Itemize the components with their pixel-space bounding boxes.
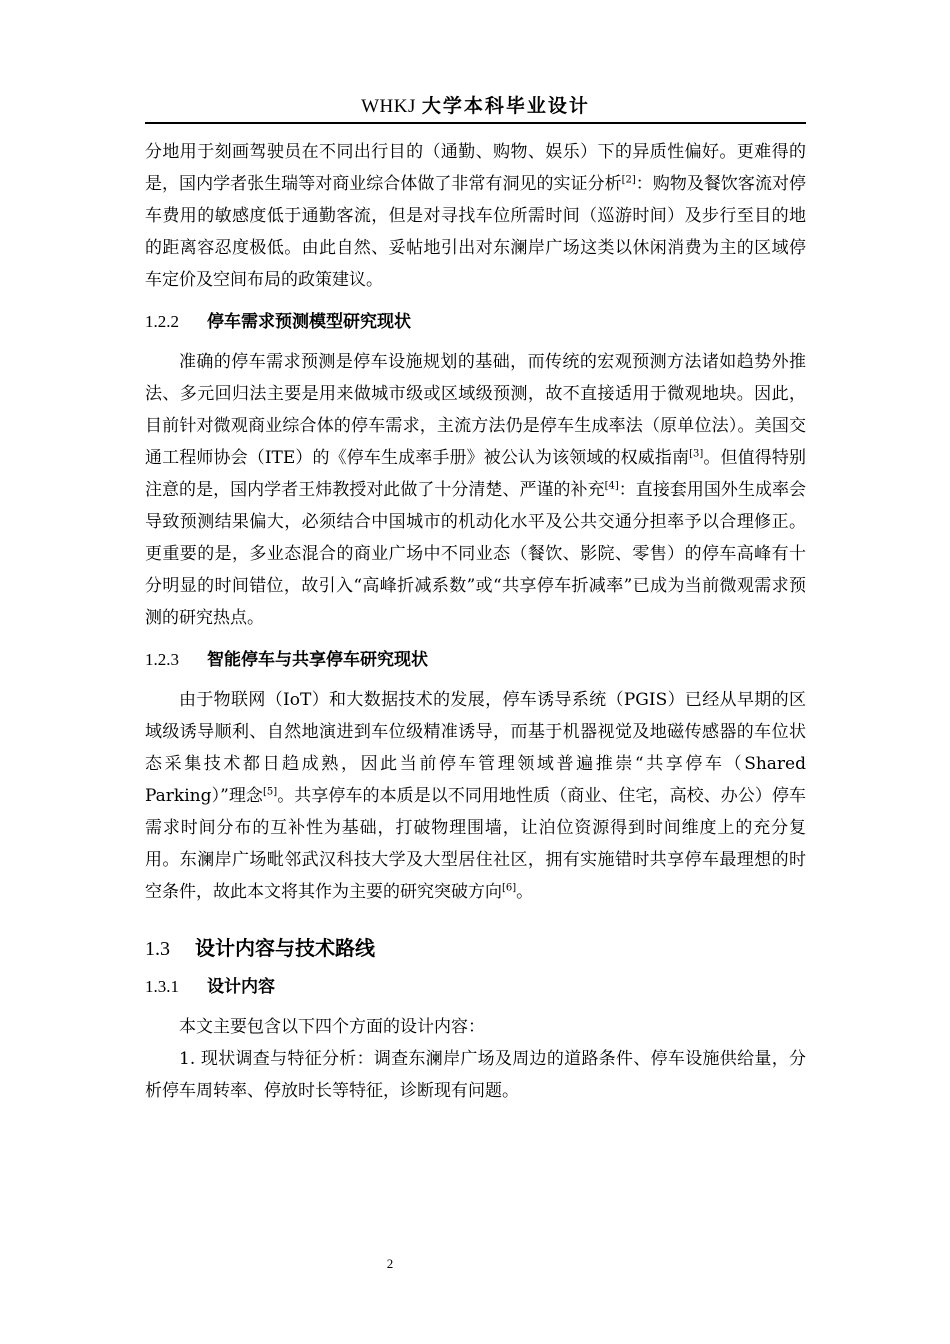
paragraph-design-intro: 本文主要包含以下四个方面的设计内容： [179, 1017, 485, 1037]
section-title: 设计内容 [207, 977, 275, 997]
section-heading-1-2-3 [145, 644, 806, 676]
header-title: 大学本科毕业设计 [421, 95, 590, 117]
section-heading-1-3-1 [145, 971, 806, 1003]
section-number: 1.2.3 [145, 650, 179, 669]
paragraph-text: 。共享停车的本质是以不同用地性质（商业、住宅，高校、办公）停车需求时间分布的互补性为基础，打破物理围墙，让泊位资源得到时间维度上的充分复用。东澜岸广场毗邻武汉科技大学及大型居住社区，拥有实施错时共享停车最理想的时空条件，故此本文将其作为主要的研究突破方向 [145, 786, 807, 902]
section-number: 1.3 [145, 938, 170, 960]
section-title: 设计内容与技术路线 [195, 936, 375, 960]
document-body [145, 136, 806, 1107]
paragraph-text: 由于物联网（IoT）和大数据技术的发展，停车诱导系统（PGIS）已经从早期的区域级诱导顺利、自然地演进到车位级精准诱导，而基于机器视觉及地磁传感器的车位状态采集技术都日趋成熟，因此当前停车管理领域普遍推崇“共享停车（Shared Parking）”理念 [145, 690, 806, 806]
section-title: 智能停车与共享停车研究现状 [207, 650, 428, 670]
paragraph-text: ：直接套用国外生成率会导致预测结果偏大，必须结合中国城市的机动化水平及公共交通分担率予以合理修正。更重要的是，多业态混合的商业广场中不同业态（餐饮、影院、零售）的停车高峰有十分明显的时间错位，故引入“高峰折减系数”或“共享停车折减率”已成为当前微观需求预测的研究热点。 [145, 480, 807, 628]
list-item-design-content-1: 1. 现状调查与特征分析：调查东澜岸广场及周边的道路条件、停车设施供给量，分析停车周转率、停放时长等特征，诊断现有问题。 [145, 1049, 806, 1101]
paragraph-text: 准确的停车需求预测是停车设施规划的基础，而传统的宏观预测方法诸如趋势外推法、多元回归法主要是用来做城市级或区域级预测，故不直接适用于微观地块。因此，目前针对微观商业综合体的停车需求，主流方法仍是停车生成率法（原单位法）。美国交通工程师协会（ITE）的《停车生成率手册》被公认为该领域的权威指南 [145, 352, 806, 468]
page-header [145, 92, 806, 122]
paragraph-text: 。 [516, 882, 534, 902]
paragraph-demand-forecast [145, 346, 806, 634]
citation-ref[interactable]: [5] [263, 786, 278, 798]
paragraph-intro-continuation [145, 136, 806, 296]
page-number: 2 [386, 1256, 394, 1271]
section-number: 1.2.2 [145, 312, 179, 331]
citation-ref[interactable]: [4] [604, 480, 619, 492]
section-number: 1.3.1 [145, 977, 179, 996]
paragraph-text: ：购物及餐饮客流对停车费用的敏感度低于通勤客流，但是对寻找车位所需时间（巡游时间）及步行至目的地的距离容忍度极低。由此自然、妥帖地引出对东澜岸广场这类以休闲消费为主的区域停车定价及空间布局的政策建议。 [145, 174, 806, 290]
section-heading-1-3 [145, 930, 806, 967]
paragraph-text: 。但值得特别注意的是，国内学者王炜教授对此做了十分清楚、严谨的补充 [145, 448, 807, 500]
citation-ref[interactable]: [6] [502, 882, 517, 894]
section-title: 停车需求预测模型研究现状 [207, 312, 411, 332]
section-heading-1-2-2 [145, 306, 806, 338]
citation-ref[interactable]: [2] [621, 174, 636, 186]
header-school-code: WHKJ [361, 96, 416, 117]
header-divider [145, 122, 806, 124]
citation-ref[interactable]: [3] [689, 448, 704, 460]
paragraph-text: 分地用于刻画驾驶员在不同出行目的（通勤、购物、娱乐）下的异质性偏好。更难得的是，国内学者张生瑞等对商业综合体做了非常有洞见的实证分析 [145, 142, 806, 194]
paragraph-smart-parking [145, 684, 806, 908]
